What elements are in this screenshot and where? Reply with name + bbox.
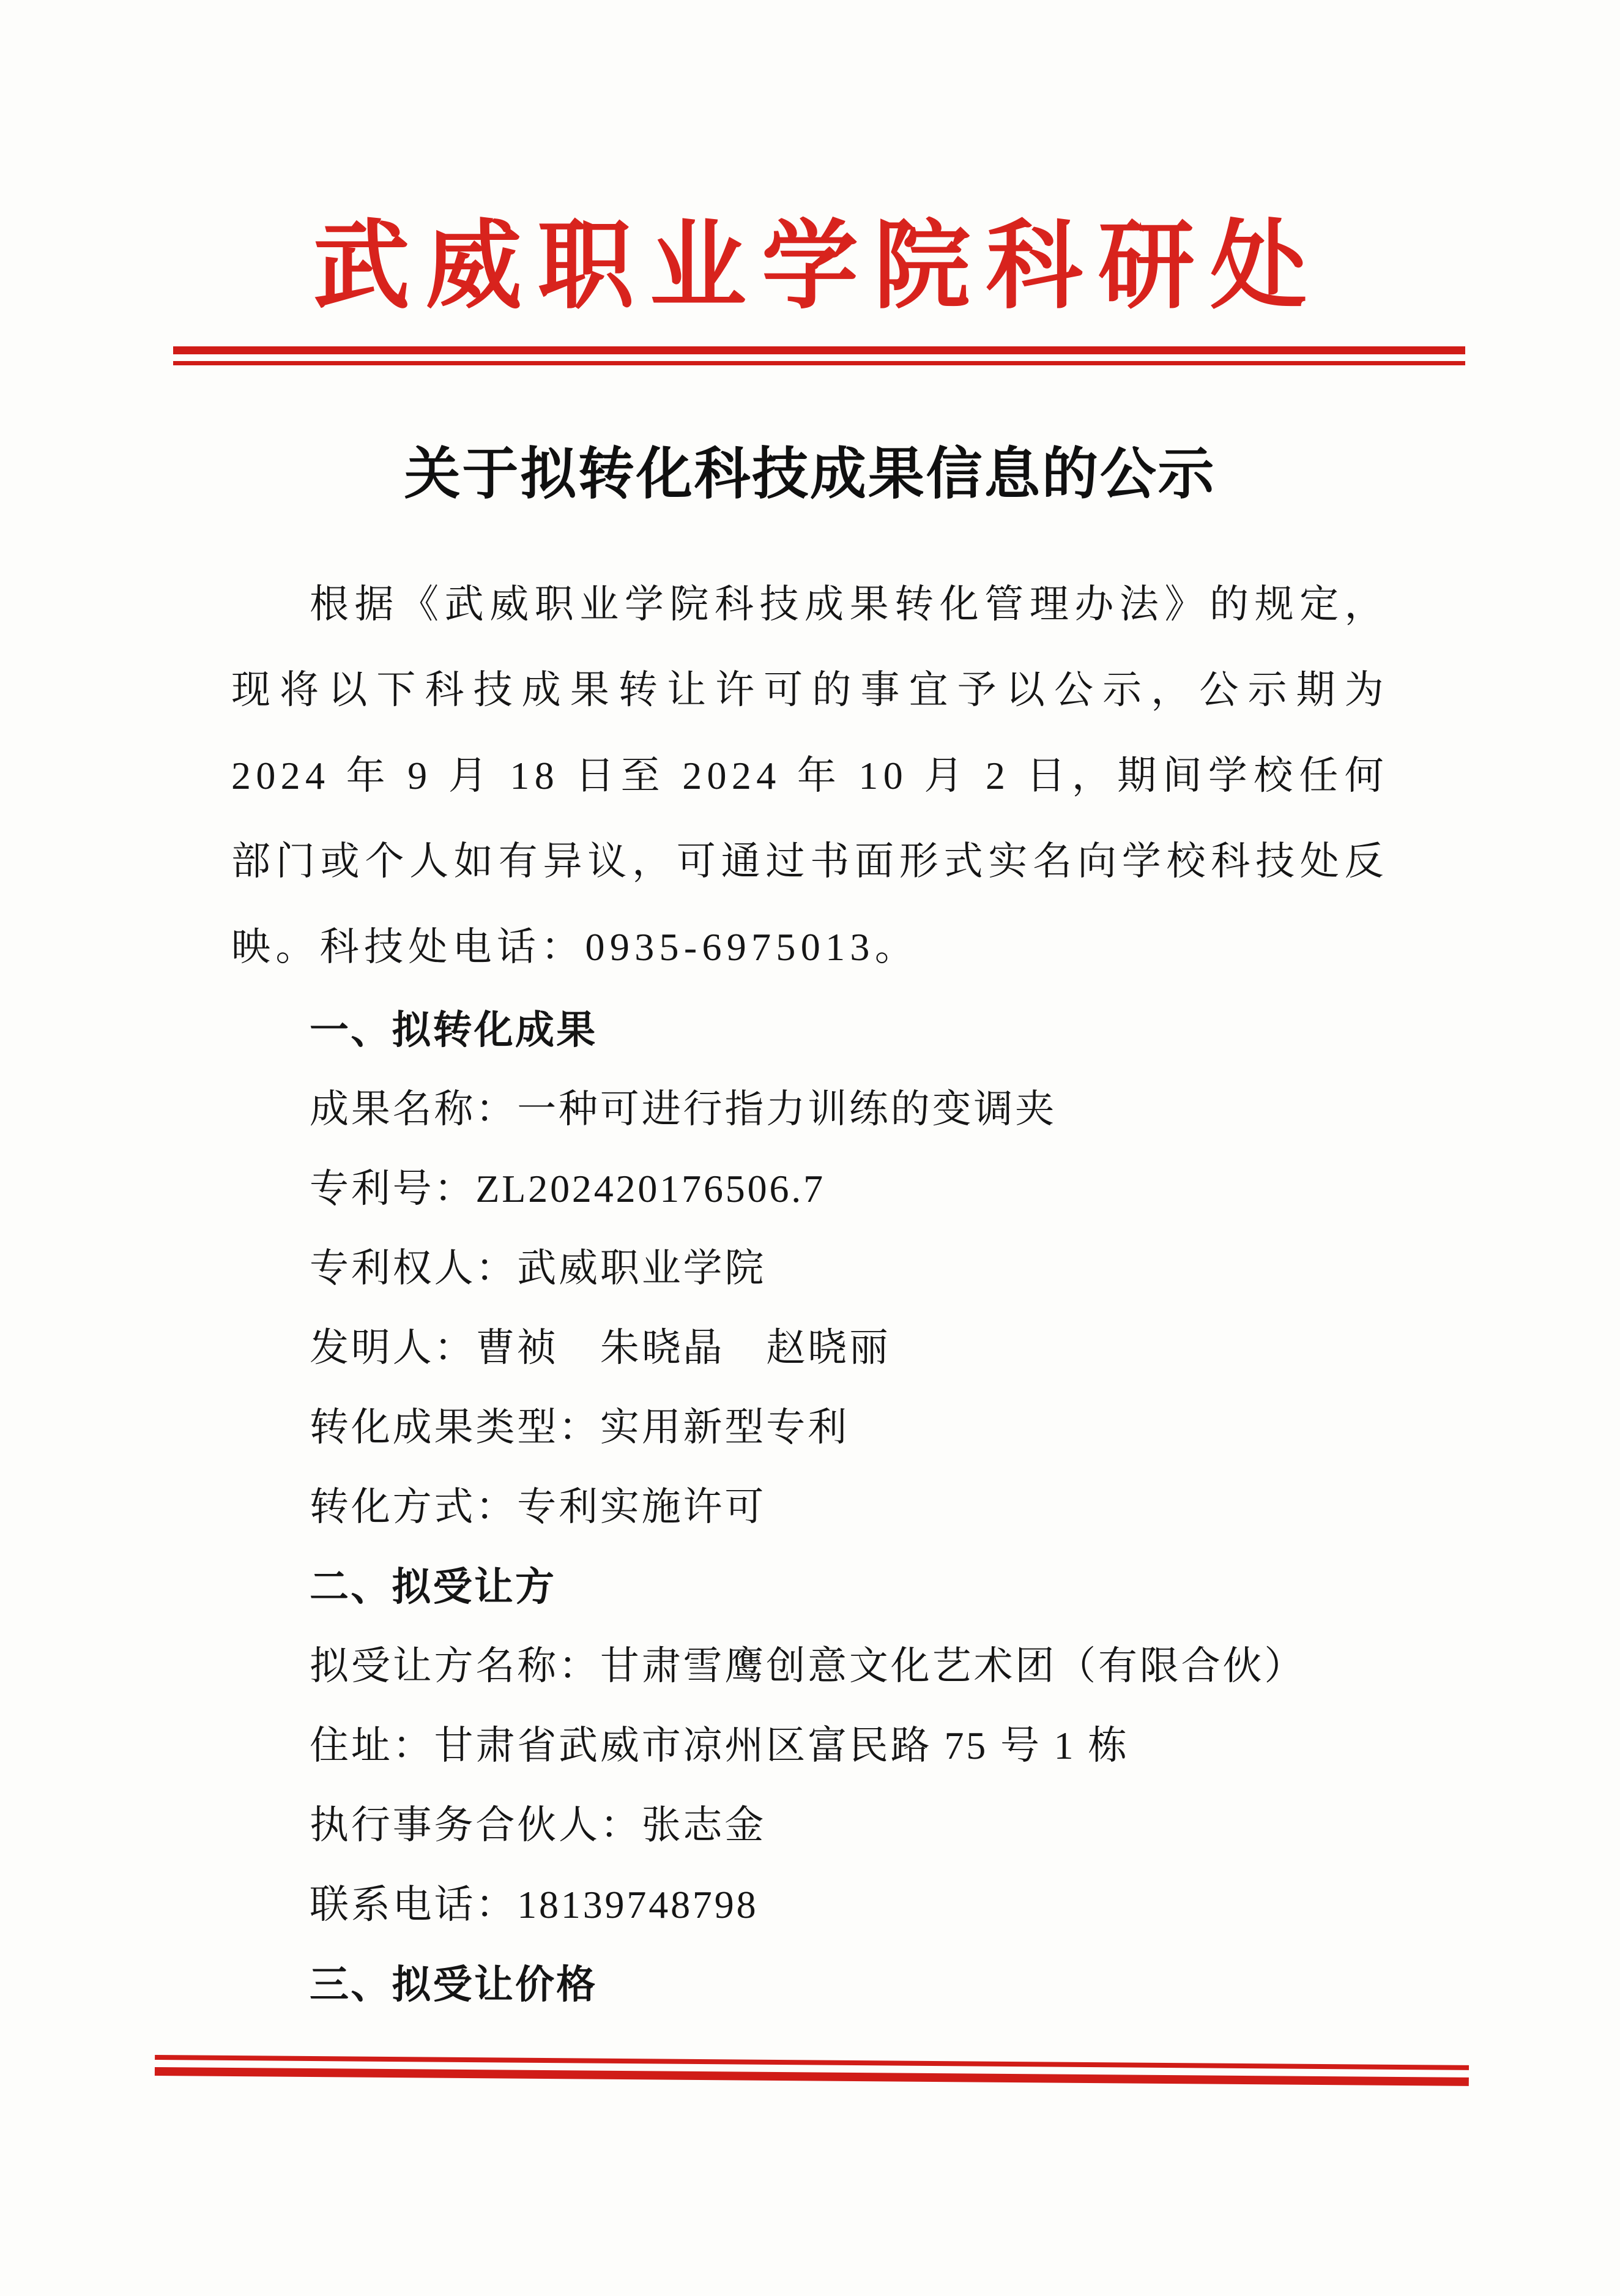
result-type-line: 转化成果类型：实用新型专利 [310, 1406, 849, 1449]
notice-body [231, 562, 1389, 2024]
contact-phone-line: 联系电话：18139748798 [310, 1883, 759, 1926]
result-name-line: 成果名称：一种可进行指力训练的变调夹 [310, 1087, 1057, 1131]
letterhead-rule-thin [173, 361, 1465, 365]
letterhead-rule-thick [173, 346, 1465, 354]
section-2-heading: 二、拟受让方 [310, 1565, 557, 1609]
transferee-address-line: 住址：甘肃省武威市凉州区富民路 75 号 1 栋 [310, 1724, 1130, 1767]
transferee-name-line: 拟受让方名称：甘肃雪鹰创意文化艺术团（有限合伙） [310, 1644, 1306, 1688]
inventors-line: 发明人：曹祯 朱晓晶 赵晓丽 [310, 1326, 891, 1370]
section-1-heading: 一、拟转化成果 [310, 1008, 598, 1052]
intro-paragraph: 根据《武威职业学院科技成果转化管理办法》的规定，现将以下科技成果转让许可的事宜予以公示，公示期为 2024 年 9 月 18 日至 2024 年 10 月 2 日，期间学校任何部门或个人如有异议，可通过书面形式实名向学校科技处反映。科技处电话：0935-6975013。 [231, 583, 1389, 969]
patentee-line: 专利权人：武威职业学院 [310, 1247, 767, 1290]
footer-rule [155, 2055, 1469, 2086]
managing-partner-line: 执行事务合伙人：张志金 [310, 1803, 767, 1847]
transfer-method-line: 转化方式：专利实施许可 [310, 1485, 767, 1529]
section-3-heading: 三、拟受让价格 [310, 1962, 598, 2007]
letterhead-org-name: 武威职业学院科研处 [313, 214, 1323, 321]
patent-number-line: 专利号：ZL202420176506.7 [310, 1167, 825, 1210]
notice-title: 关于拟转化科技成果信息的公示 [404, 443, 1216, 505]
